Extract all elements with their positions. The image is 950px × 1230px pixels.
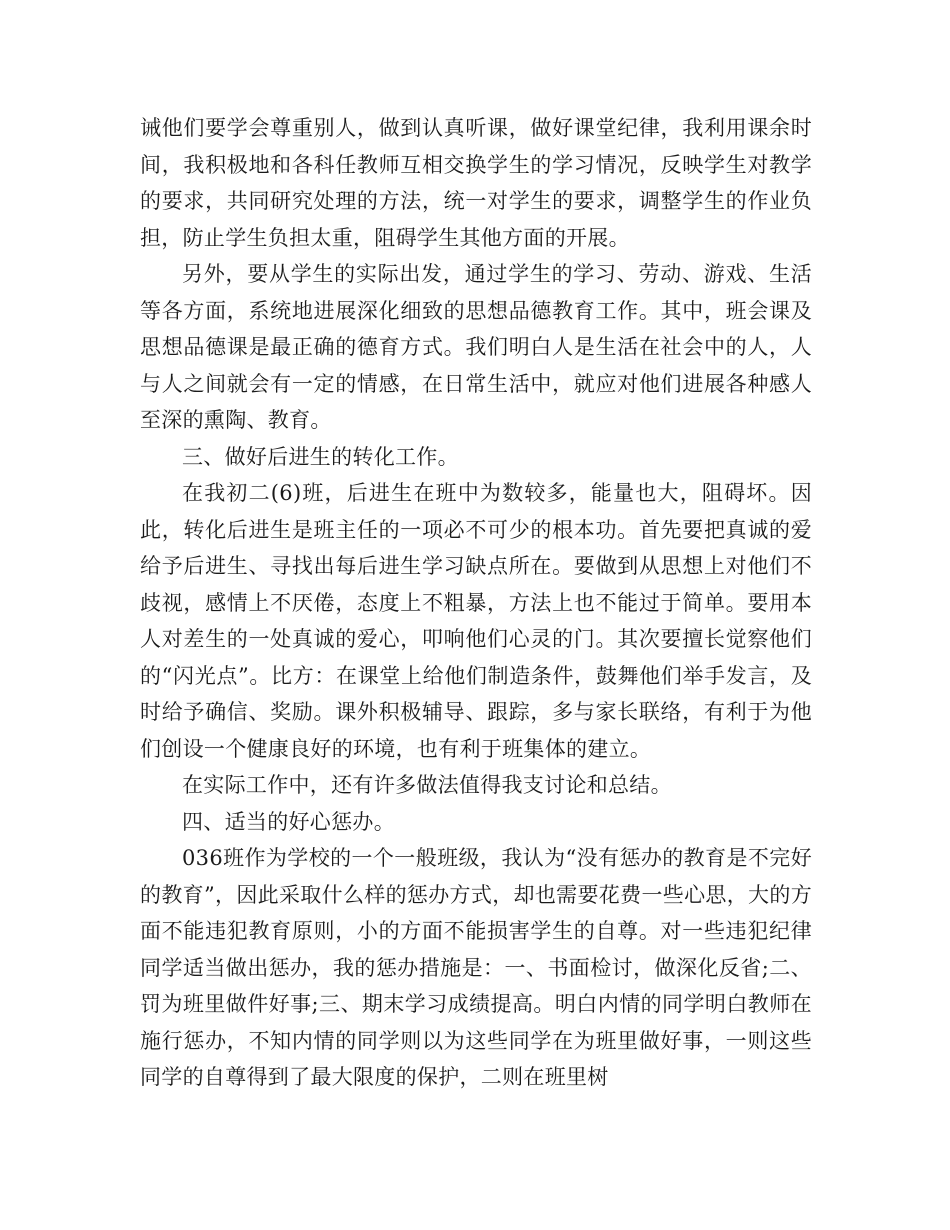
- paragraph-5: 在实际工作中，还有许多做法值得我支讨论和总结。: [182, 773, 672, 797]
- section-heading-4: 四、适当的好心惩办。: [182, 809, 395, 834]
- paragraph-2: 另外，要从学生的实际出发，通过学生的学习、劳动、游戏、生活等各方面，系统地进展深化细致的思想品德教育工作。其中，班会课及思想品德课是最正确的德育方式。我们明白人是生活在社会中的人，人与人之间就会有一定的情感，在日常生活中，就应对他们进展各种感人至深的熏陶、教育。: [140, 262, 812, 432]
- paragraph-1: 诫他们要学会尊重别人，做到认真听课，做好课堂纪律，我利用课余时间，我积极地和各科任教师互相交换学生的学习情况，反映学生对教学的要求，共同研究处理的方法，统一对学生的要求，调整学生的作业负担，防止学生负担太重，阻碍学生其他方面的开展。: [140, 116, 812, 250]
- paragraph-4: 在我初二(6)班，后进生在班中为数较多，能量也大，阻碍坏。因此，转化后进生是班主任的一项必不可少的根本功。首先要把真诚的爱给予后进生、寻找出每后进生学习缺点所在。要做到从思想上对他们不歧视，感情上不厌倦，态度上不粗暴，方法上也不能过于简单。要用本人对差生的一处真诚的爱心，叩响他们心灵的门。其次要擅长觉察他们的“闪光点”。比方：在课堂上给他们制造条件，鼓舞他们举手发言，及时给予确信、奖励。课外积极辅导、跟踪，多与家长联络，有利于为他们创设一个健康良好的环境，也有利于班集体的建立。: [140, 481, 812, 761]
- section-heading-3: 三、做好后进生的转化工作。: [182, 444, 459, 469]
- paragraph-7: 036班作为学校的一个一般班级，我认为“没有惩办的教育是不完好的教育”，因此采取什么样的惩办方式，却也需要花费一些心思，大的方面不能违犯教育原则，小的方面不能损害学生的自尊。对一些违犯纪律同学适当做出惩办，我的惩办措施是：一、书面检讨，做深化反省;二、罚为班里做件好事;三、期末学习成绩提高。明白内情的同学明白教师在施行惩办，不知内情的同学则以为这些同学在为班里做好事，一则这些同学的自尊得到了最大限度的保护，二则在班里树: [140, 846, 812, 1089]
- document-body: [140, 110, 812, 1096]
